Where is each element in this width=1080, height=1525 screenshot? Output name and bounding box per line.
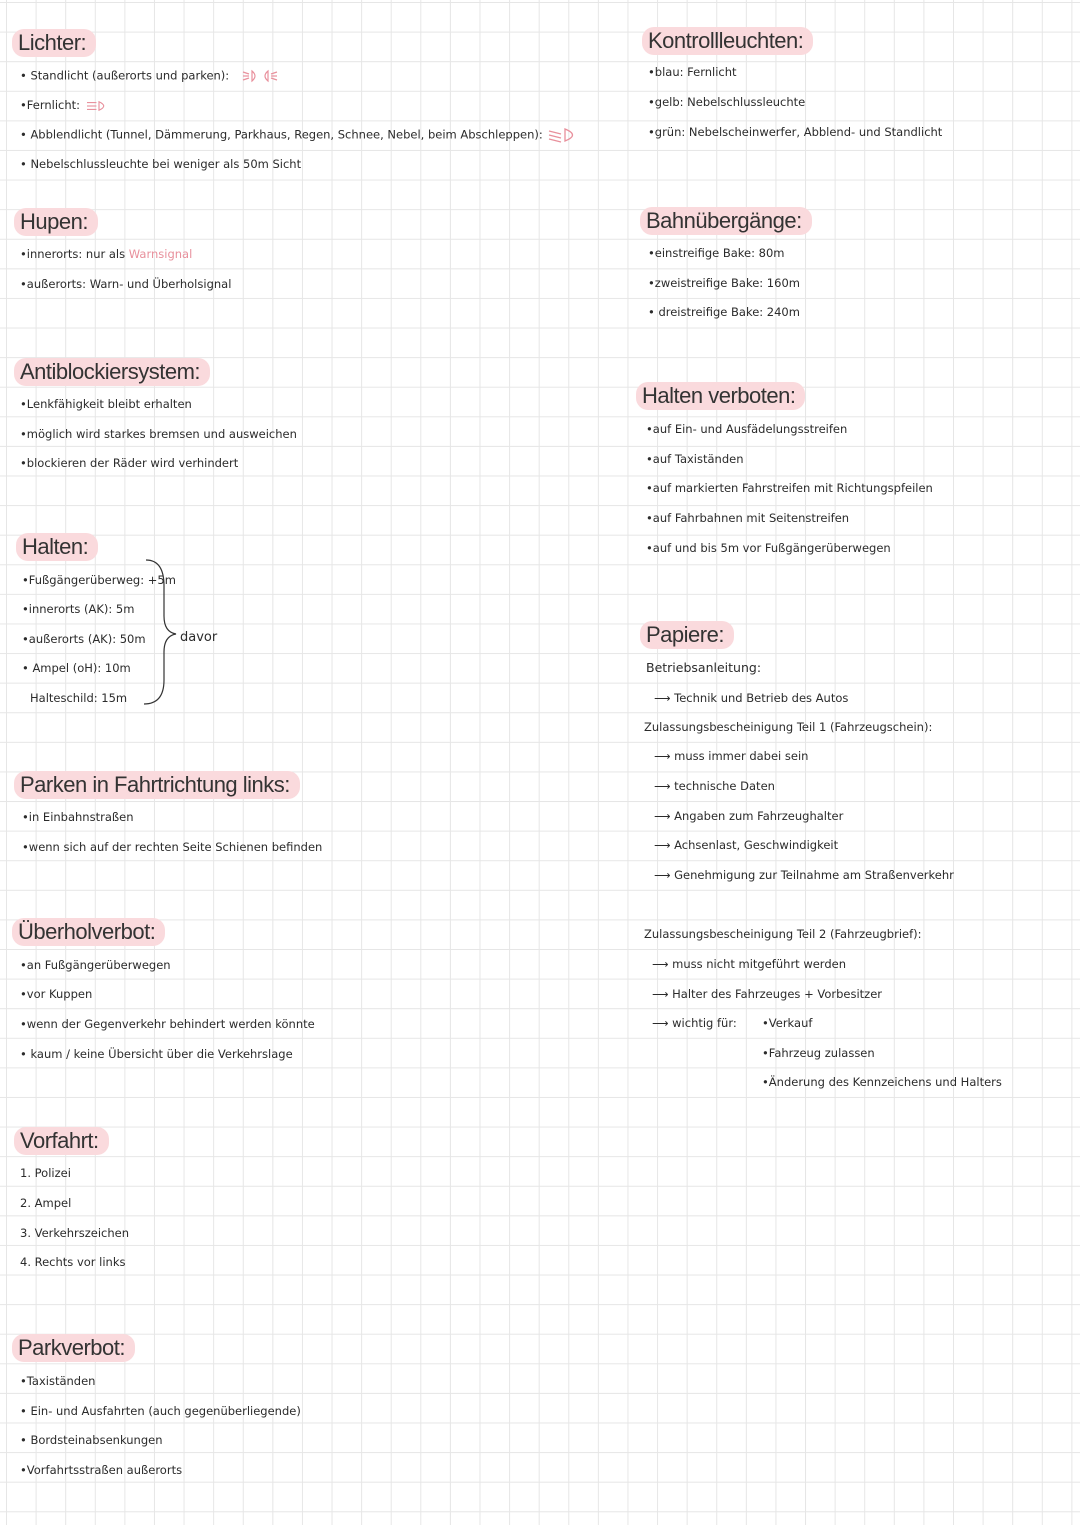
abs-item-3: •blockieren der Räder wird verhindert bbox=[20, 456, 239, 470]
parkverbot-item-2: • Ein- und Ausfahrten (auch gegenüberliegende) bbox=[20, 1404, 301, 1418]
heading-kontrollleuchten: Kontrollleuchten: bbox=[642, 27, 813, 55]
halten-verboten-item-4: •auf Fahrbahnen mit Seitenstreifen bbox=[646, 511, 850, 525]
papiere-teil2-item-3: ⟶ wichtig für: bbox=[652, 1016, 737, 1030]
hupen-innerorts bbox=[20, 247, 192, 261]
heading-lichter: Lichter: bbox=[12, 29, 96, 57]
bahnuebergaenge-item-1: •einstreifige Bake: 80m bbox=[648, 246, 785, 260]
halten-verboten-item-1: •auf Ein- und Ausfädelungsstreifen bbox=[646, 422, 848, 436]
heading-hupen: Hupen: bbox=[14, 208, 98, 236]
papiere-teil1-item-1: ⟶ muss immer dabei sein bbox=[654, 749, 809, 763]
hupen-ausserorts: •außerorts: Warn- und Überholsignal bbox=[20, 277, 232, 291]
abs-item-2: •möglich wird starkes bremsen und ausweichen bbox=[20, 427, 297, 441]
vorfahrt-item-4: 4. Rechts vor links bbox=[20, 1255, 126, 1269]
heading-bahnuebergaenge: Bahnübergänge: bbox=[640, 207, 812, 235]
heading-halten-verboten: Halten verboten: bbox=[636, 382, 805, 410]
vorfahrt-item-3: 3. Verkehrszeichen bbox=[20, 1226, 130, 1240]
papiere-teil1-item-2: ⟶ technische Daten bbox=[654, 779, 775, 793]
ueberholverbot-item-4: • kaum / keine Übersicht über die Verkehrslage bbox=[20, 1047, 293, 1061]
lichter-abblendlicht-label: • Abblendlicht (Tunnel, Dämmerung, Parkhaus, Regen, Schnee, Nebel, beim Abschleppen): bbox=[20, 127, 543, 142]
halten-verboten-item-3: •auf markierten Fahrstreifen mit Richtungspfeilen bbox=[646, 481, 933, 495]
abblendlicht-icon bbox=[548, 127, 584, 143]
parkverbot-item-4: •Vorfahrtsstraßen außerorts bbox=[20, 1463, 183, 1477]
fernlicht-icon bbox=[86, 100, 112, 112]
halten-item-1: •Fußgängerüberweg: +5m bbox=[22, 573, 176, 587]
ueberholverbot-item-3: •wenn der Gegenverkehr behindert werden könnte bbox=[20, 1017, 315, 1031]
papiere-teil2-item-2: ⟶ Halter des Fahrzeuges + Vorbesitzer bbox=[652, 987, 883, 1001]
vorfahrt-item-1: 1. Polizei bbox=[20, 1166, 71, 1180]
heading-vorfahrt: Vorfahrt: bbox=[14, 1127, 109, 1155]
parkverbot-item-1: •Taxiständen bbox=[20, 1374, 96, 1388]
halten-item-5: Halteschild: 15m bbox=[30, 691, 128, 705]
papiere-betrieb-heading: Betriebsanleitung: bbox=[646, 660, 762, 675]
parken-links-item-2: •wenn sich auf der rechten Seite Schienen befinden bbox=[22, 840, 323, 854]
kontrollleuchten-item-3: •grün: Nebelscheinwerfer, Abblend- und Standlicht bbox=[648, 125, 943, 139]
papiere-teil2-item-1: ⟶ muss nicht mitgeführt werden bbox=[652, 957, 847, 971]
papiere-wichtig-item-3: •Änderung des Kennzeichens und Halters bbox=[762, 1075, 1002, 1089]
heading-papiere: Papiere: bbox=[640, 621, 734, 649]
lichter-nebelschlussleuchte: • Nebelschlussleuchte bei weniger als 50m Sicht bbox=[20, 157, 302, 171]
bahnuebergaenge-item-2: •zweistreifige Bake: 160m bbox=[648, 276, 800, 290]
ueberholverbot-item-2: •vor Kuppen bbox=[20, 987, 93, 1001]
halten-verboten-item-2: •auf Taxiständen bbox=[646, 452, 744, 466]
abs-item-1: •Lenkfähigkeit bleibt erhalten bbox=[20, 397, 192, 411]
halten-davor-label: davor bbox=[180, 630, 218, 645]
lichter-standlicht bbox=[20, 68, 283, 84]
kontrollleuchten-item-2: •gelb: Nebelschlussleuchte bbox=[648, 95, 806, 109]
lichter-standlicht-label: • Standlicht (außerorts und parken): bbox=[20, 68, 230, 83]
papiere-teil2-heading: Zulassungsbescheinigung Teil 2 (Fahrzeugbrief): bbox=[644, 927, 922, 941]
heading-parkverbot: Parkverbot: bbox=[12, 1334, 135, 1362]
heading-antiblockiersystem: Antiblockiersystem: bbox=[14, 358, 210, 386]
papiere-teil1-item-5: ⟶ Genehmigung zur Teilnahme am Straßenverkehr bbox=[654, 868, 954, 882]
parkverbot-item-3: • Bordsteinabsenkungen bbox=[20, 1433, 163, 1447]
parken-links-item-1: •in Einbahnstraßen bbox=[22, 810, 134, 824]
ueberholverbot-item-1: •an Fußgängerüberwegen bbox=[20, 958, 171, 972]
papiere-wichtig-item-1: •Verkauf bbox=[762, 1016, 813, 1030]
papiere-wichtig-item-2: •Fahrzeug zulassen bbox=[762, 1046, 875, 1060]
hupen-innerorts-label: •innerorts: nur als bbox=[20, 247, 126, 261]
bahnuebergaenge-item-3: • dreistreifige Bake: 240m bbox=[648, 305, 800, 319]
halten-item-3: •außerorts (AK): 50m bbox=[22, 632, 146, 646]
papiere-betrieb-item-1: ⟶ Technik und Betrieb des Autos bbox=[654, 691, 849, 705]
halten-item-2: •innerorts (AK): 5m bbox=[22, 602, 135, 616]
papiere-teil1-item-3: ⟶ Angaben zum Fahrzeughalter bbox=[654, 809, 844, 823]
heading-parken-links: Parken in Fahrtrichtung links: bbox=[14, 771, 300, 799]
halten-verboten-item-5: •auf und bis 5m vor Fußgängerüberwegen bbox=[646, 541, 891, 555]
heading-halten: Halten: bbox=[16, 533, 98, 561]
vorfahrt-item-2: 2. Ampel bbox=[20, 1196, 72, 1210]
halten-brace bbox=[140, 556, 180, 708]
papiere-teil1-item-4: ⟶ Achsenlast, Geschwindigkeit bbox=[654, 838, 839, 852]
heading-ueberholverbot: Überholverbot: bbox=[12, 918, 165, 946]
halten-item-4: • Ampel (oH): 10m bbox=[22, 661, 131, 675]
papiere-teil1-heading: Zulassungsbescheinigung Teil 1 (Fahrzeugschein): bbox=[644, 720, 933, 734]
standlicht-icon bbox=[239, 68, 283, 84]
kontrollleuchten-item-1: •blau: Fernlicht bbox=[648, 65, 737, 79]
hupen-warnsignal-highlight: Warnsignal bbox=[128, 247, 193, 261]
lichter-abblendlicht bbox=[20, 127, 584, 143]
lichter-fernlicht bbox=[20, 98, 112, 112]
lichter-fernlicht-label: •Fernlicht: bbox=[20, 98, 81, 112]
